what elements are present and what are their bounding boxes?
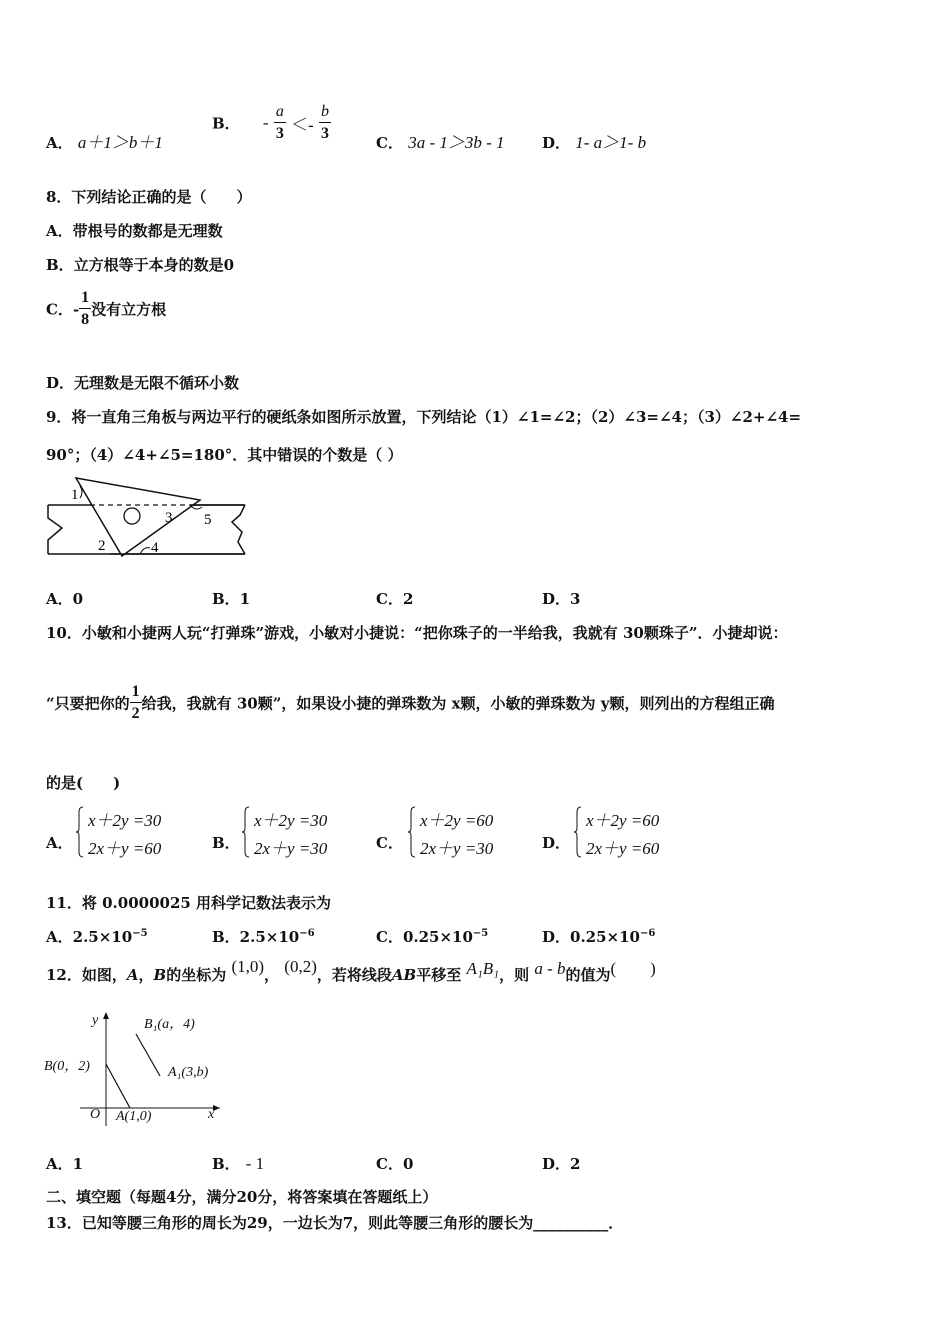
q10-option-a-eq1: x＋2y =30 bbox=[88, 811, 162, 830]
q12-coord-a: (1,0) bbox=[231, 957, 265, 976]
q11-option-c: C．$0.25\times 10^{-5}$ bbox=[376, 928, 489, 946]
angle-4-arc bbox=[140, 548, 150, 554]
angle-label-2: 2 bbox=[98, 538, 106, 554]
q10-option-c-eq1: x＋2y =60 bbox=[420, 811, 494, 830]
q10-option-d-eq1: x＋2y =60 bbox=[586, 811, 660, 830]
q7-option-b-fraction-a: $\frac{a}{3}$ bbox=[275, 103, 284, 142]
q10-option-c-eq2: 2x＋y =30 bbox=[420, 839, 494, 858]
q7-option-b-label: B． bbox=[212, 114, 240, 133]
q11-option-d: D．$0.25\times 10^{-6}$ bbox=[542, 928, 656, 946]
strip-left-tear bbox=[48, 505, 62, 554]
q12-coordinate-figure bbox=[40, 1008, 240, 1128]
q10-option-c-label: C． bbox=[376, 834, 403, 852]
strip-right-tear bbox=[232, 505, 245, 554]
y-axis-label: y bbox=[92, 1013, 99, 1028]
q8-option-c-fraction: $\frac{1}{8}$ bbox=[81, 289, 90, 328]
q7-option-a-expr: a＋1＞b＋1 bbox=[77, 133, 163, 152]
q7-option-d-expr: 1- a＞1- b bbox=[575, 133, 647, 152]
q10-stem-line2 bbox=[46, 684, 774, 722]
q7-option-b-fraction-b: $\frac{b}{3}$ bbox=[320, 103, 329, 142]
q10-line2-post: 给我，我就有 30颗”，如果设小捷的弹珠数为 x颗，小敏的弹珠数为 y颗，则列出的方程组正确 bbox=[141, 694, 775, 713]
q9-stem-line2: 90°；（4）∠4+∠5=180°．其中错误的个数是（ ） bbox=[46, 446, 403, 464]
q11-option-a: A．$2.5\times 10^{-5}$ bbox=[46, 928, 148, 946]
segment-a1b1 bbox=[136, 1034, 160, 1076]
point-a-label: A(1,0) bbox=[116, 1109, 152, 1124]
brace-icon bbox=[76, 806, 84, 858]
q12-expr: a - b bbox=[534, 959, 566, 978]
q12-option-b: B． - 1 bbox=[212, 1154, 265, 1173]
set-square-triangle bbox=[76, 478, 200, 556]
q10-option-d-eq2: 2x＋y =60 bbox=[586, 839, 660, 858]
q12-coord-b: (0,2) bbox=[284, 957, 317, 976]
point-a1-label: A₁(3,b) bbox=[168, 1065, 209, 1080]
q8-option-c-label: C．- bbox=[46, 300, 80, 319]
q9-option-b: B．1 bbox=[212, 590, 251, 608]
q10-stem-line3: 的是( ) bbox=[46, 774, 121, 792]
q10-line2-pre: “只要把你的 bbox=[46, 694, 130, 713]
q7-option-c-label: C． bbox=[376, 134, 403, 152]
x-axis-label: x bbox=[208, 1107, 215, 1122]
q12-a1b1: A₁B₁ bbox=[466, 959, 500, 978]
q7-option-a bbox=[46, 128, 163, 153]
q7-option-b bbox=[212, 104, 331, 142]
q11-option-b: B．$2.5\times 10^{-6}$ bbox=[212, 928, 315, 946]
q7-option-c bbox=[376, 128, 505, 153]
q8-option-b: B．立方根等于本身的数是0 bbox=[46, 256, 235, 274]
q12-option-a: A．1 bbox=[46, 1155, 84, 1173]
section2-heading: 二、填空题（每题4分，满分20分，将答案填在答题纸上） bbox=[46, 1188, 438, 1206]
q10-option-b-eq1: x＋2y =30 bbox=[254, 811, 328, 830]
q10-option-d-label: D． bbox=[542, 834, 571, 852]
q9-option-d: D．3 bbox=[542, 590, 581, 608]
brace-icon bbox=[574, 806, 582, 858]
q9-option-a: A．0 bbox=[46, 590, 84, 608]
q7-option-b-minus: - bbox=[262, 113, 269, 132]
q13-stem: 13．已知等腰三角形的周长为29，一边长为7，则此等腰三角形的腰长为__________． bbox=[46, 1214, 624, 1232]
angle-label-4: 4 bbox=[151, 540, 159, 556]
q10-option-a-eq2: 2x＋y =60 bbox=[88, 839, 162, 858]
q7-option-d bbox=[542, 128, 646, 153]
brace-icon bbox=[242, 806, 250, 858]
q7-option-b-less: ＜- bbox=[291, 115, 314, 135]
q8-option-c bbox=[46, 290, 166, 328]
angle-label-3: 3 bbox=[165, 510, 173, 526]
q10-fraction-half: $\frac{1}{2}$ bbox=[131, 683, 140, 722]
q12-stem: 12．如图，A，B的坐标为 (1,0)， (0,2)，若将线段AB平移至 A₁B₁，则 a - b的值为( ) bbox=[46, 957, 656, 984]
q10-option-b-eq2: 2x＋y =30 bbox=[254, 839, 328, 858]
point-b1-label: B₁(a，4) bbox=[144, 1017, 195, 1032]
q10-option-b-label: B． bbox=[212, 834, 240, 852]
q10-stem-line1: 10．小敏和小捷两人玩“打弹珠”游戏，小敏对小捷说：“把你珠子的一半给我，我就有 30颗珠子”．小捷却说： bbox=[46, 624, 788, 642]
q10-option-a-label: A． bbox=[46, 834, 73, 852]
q7-option-d-label: D． bbox=[542, 134, 571, 152]
q9-stem-line1: 9．将一直角三角板与两边平行的硬纸条如图所示放置，下列结论（1）∠1=∠2；（2）∠3=∠4；（3）∠2+∠4= bbox=[46, 408, 802, 426]
segment-ab bbox=[106, 1064, 130, 1108]
angle-label-5: 5 bbox=[204, 512, 212, 528]
q12-option-c: C．0 bbox=[376, 1155, 414, 1173]
q11-stem: 11．将 0.0000025 用科学记数法表示为 bbox=[46, 894, 332, 912]
brace-icon bbox=[408, 806, 416, 858]
q7-option-a-label: A． bbox=[46, 134, 73, 152]
angle-label-1: 1 bbox=[71, 487, 79, 503]
q8-option-d: D．无理数是无限不循环小数 bbox=[46, 374, 240, 392]
q9-figure bbox=[40, 470, 280, 570]
q8-option-c-text: 没有立方根 bbox=[91, 300, 167, 319]
q8-stem: 8．下列结论正确的是（ ） bbox=[46, 188, 252, 206]
q9-option-c: C．2 bbox=[376, 590, 414, 608]
q8-option-a: A．带根号的数都是无理数 bbox=[46, 222, 223, 240]
q12-option-d: D．2 bbox=[542, 1155, 581, 1173]
q12-paren: ( ) bbox=[610, 959, 656, 978]
q7-option-c-expr: 3a - 1＞3b - 1 bbox=[408, 133, 505, 152]
origin-label: O bbox=[90, 1107, 101, 1122]
y-axis-arrow bbox=[103, 1012, 109, 1019]
point-b-label: B(0，2) bbox=[44, 1059, 90, 1074]
